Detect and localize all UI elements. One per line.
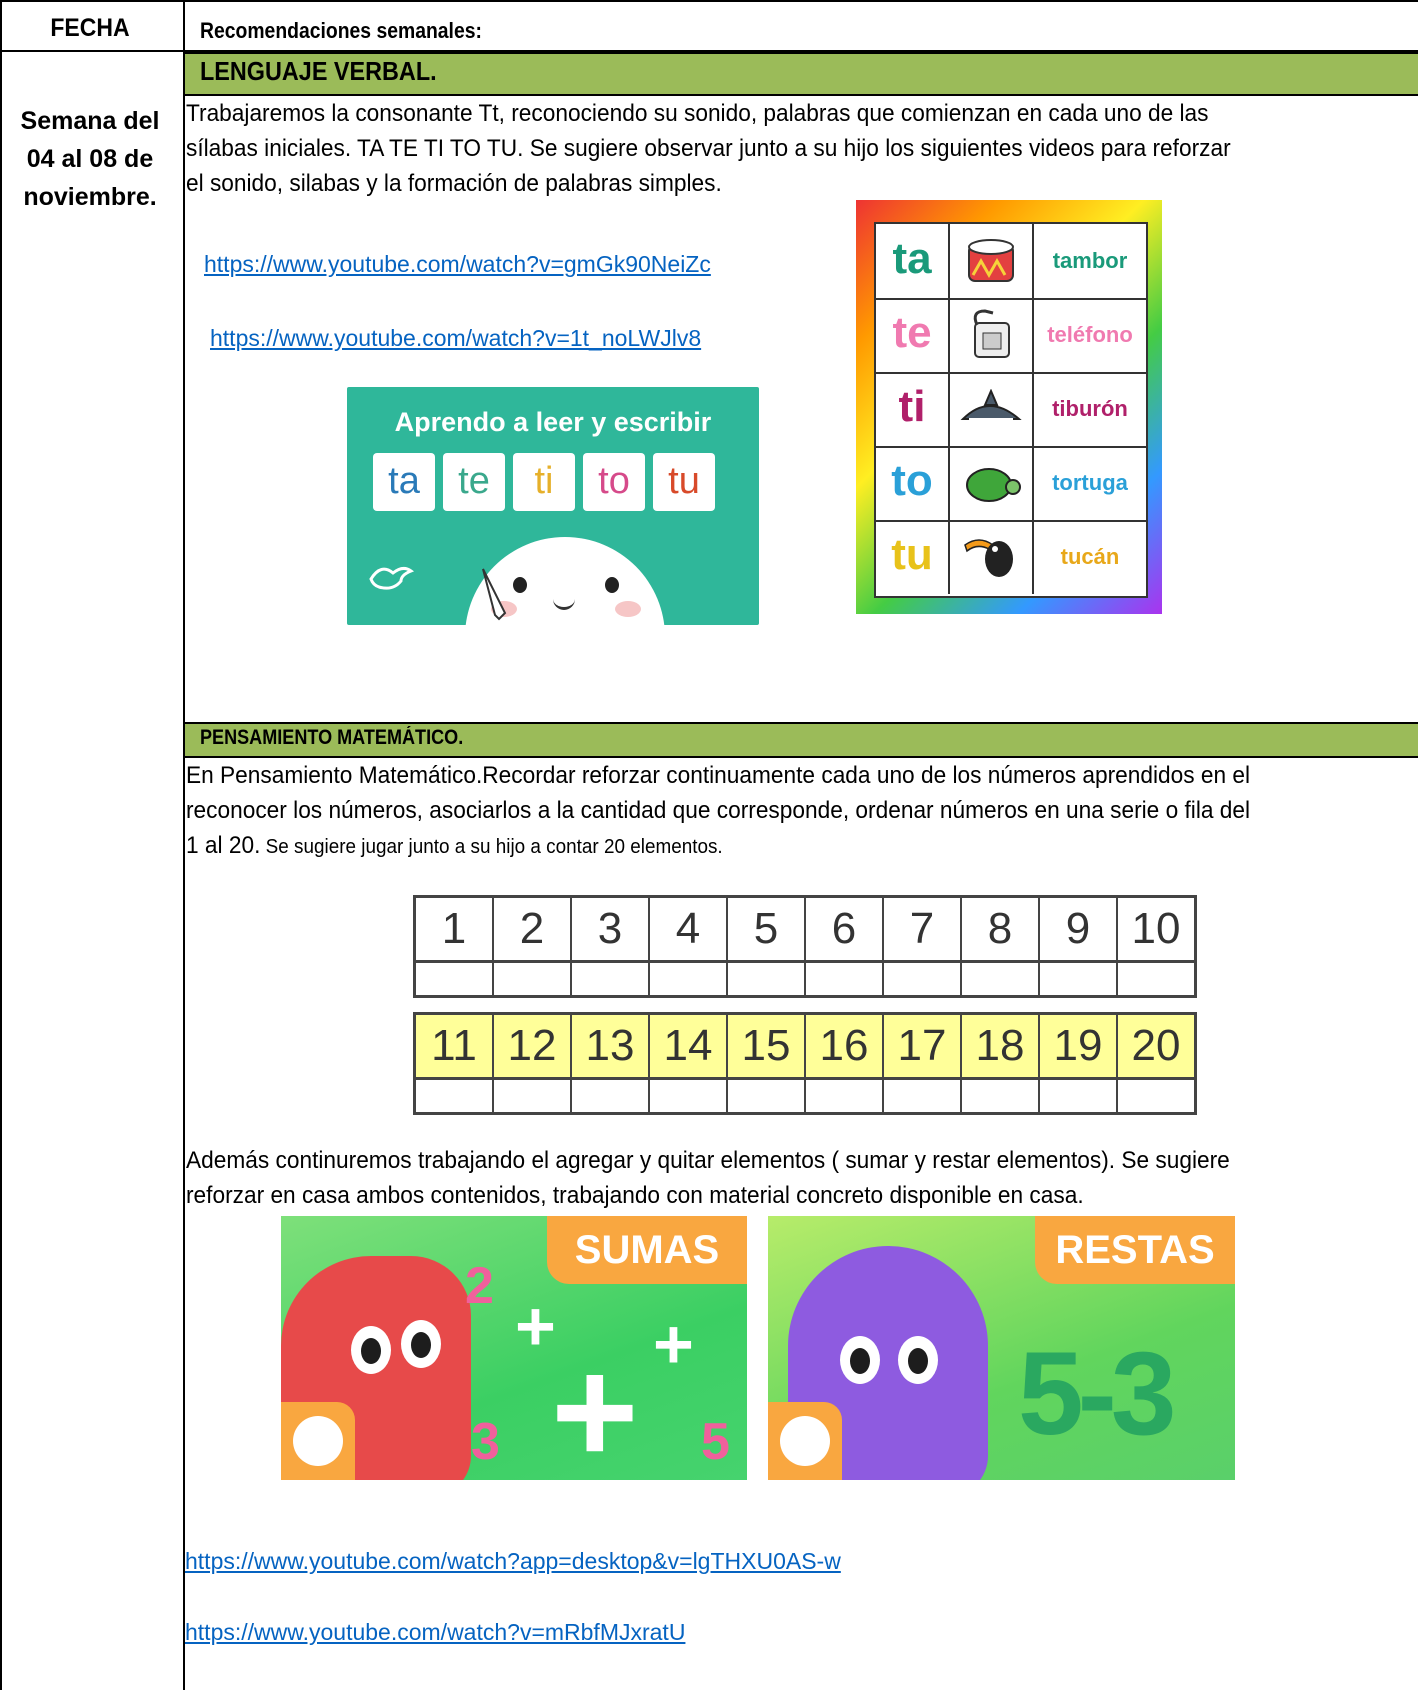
video-link-1[interactable]: https://www.youtube.com/watch?v=gmGk90NeiZc bbox=[204, 251, 711, 277]
week-label bbox=[0, 102, 180, 216]
turtle-icon bbox=[950, 446, 1034, 520]
pencil-icon bbox=[475, 565, 515, 625]
channel-logo bbox=[281, 1402, 355, 1480]
matematico-paragraph bbox=[186, 758, 1346, 865]
number-cell: 15 bbox=[728, 1015, 806, 1077]
chart-row bbox=[876, 372, 1146, 448]
header-recomendaciones: Recomendaciones semanales: bbox=[200, 18, 482, 43]
matematico-para-line-3 bbox=[186, 828, 1346, 865]
syllable-tile: te bbox=[443, 453, 505, 511]
sumas-video-thumbnail bbox=[281, 1216, 747, 1480]
plus-icon: + bbox=[515, 1287, 556, 1365]
sumas-restas-paragraph bbox=[186, 1143, 1346, 1213]
lenguaje-para-line-3: el sonido, silabas y la formación de palabras simples. bbox=[186, 170, 722, 197]
syllable-tiles bbox=[373, 453, 715, 511]
matematico-para2-line-2: reforzar en casa ambos contenidos, trabajando con material concreto disponible en casa. bbox=[186, 1182, 1084, 1209]
table-column-divider bbox=[183, 0, 185, 1690]
number-cell: 12 bbox=[494, 1015, 572, 1077]
lenguaje-para-line-1: Trabajaremos la consonante Tt, reconociendo su sonido, palabras que comienzan en cada uno de las bbox=[186, 100, 1209, 127]
syllable-tile: to bbox=[583, 453, 645, 511]
number-cell: 13 bbox=[572, 1015, 650, 1077]
chart-row bbox=[876, 520, 1146, 594]
week-line-1: Semana del bbox=[20, 107, 160, 135]
sumas-label: SUMAS bbox=[547, 1216, 747, 1284]
video-link-2[interactable]: https://www.youtube.com/watch?v=1t_noLWJlv8 bbox=[210, 325, 702, 351]
chart-word: tiburón bbox=[1052, 396, 1128, 421]
section-title-matematico: PENSAMIENTO MATEMÁTICO. bbox=[200, 726, 464, 749]
phone-icon bbox=[950, 298, 1034, 372]
chart-word: tucán bbox=[1060, 544, 1120, 569]
number-cell: 2 bbox=[494, 898, 572, 960]
number-cell: 5 bbox=[728, 898, 806, 960]
matematico-para-line-2: reconocer los números, asociarlos a la cantidad que corresponde, ordenar números en una serie o fila del bbox=[186, 797, 1251, 824]
plus-icon: + bbox=[551, 1327, 639, 1480]
drum-icon bbox=[950, 224, 1034, 298]
number-cell: 4 bbox=[650, 898, 728, 960]
bird-icon bbox=[367, 559, 417, 595]
lenguaje-paragraph bbox=[186, 96, 1346, 201]
table-left-border bbox=[0, 0, 2, 1690]
number-blank-row bbox=[416, 960, 1194, 995]
number-row bbox=[416, 1015, 1194, 1077]
matematico-para2-line-1: Además continuremos trabajando el agregar y quitar elementos ( sumar y restar elementos). Se sugiere bbox=[186, 1147, 1230, 1174]
pink-number: 2 bbox=[465, 1257, 494, 1315]
number-cell: 7 bbox=[884, 898, 962, 960]
number-cell: 17 bbox=[884, 1015, 962, 1077]
matematico-para-line-1: En Pensamiento Matemático.Recordar reforzar continuamente cada uno de los números aprendidos en el bbox=[186, 762, 1251, 789]
syllable-tile: ti bbox=[513, 453, 575, 511]
chart-word: tambor bbox=[1052, 248, 1128, 273]
number-cell: 11 bbox=[416, 1015, 494, 1077]
matematico-para-line-3-b: Se sugiere jugar junto a su hijo a contar 20 elementos. bbox=[260, 836, 723, 858]
channel-logo bbox=[768, 1402, 842, 1480]
chart-row bbox=[876, 298, 1146, 374]
aprendo-leer-image bbox=[347, 387, 759, 625]
table-top-border bbox=[0, 0, 1418, 2]
syllable-tile: tu bbox=[653, 453, 715, 511]
shark-icon bbox=[950, 372, 1034, 446]
number-cell: 8 bbox=[962, 898, 1040, 960]
restas-video-thumbnail bbox=[768, 1216, 1235, 1480]
number-cell: 16 bbox=[806, 1015, 884, 1077]
syllable-tile: ta bbox=[373, 453, 435, 511]
section-title-lenguaje: LENGUAJE VERBAL. bbox=[200, 56, 437, 86]
number-cell: 6 bbox=[806, 898, 884, 960]
chart-syllable: to bbox=[876, 446, 950, 520]
chart-syllable: te bbox=[876, 298, 950, 372]
video-link-4[interactable]: https://www.youtube.com/watch?v=mRbfMJxratU bbox=[185, 1619, 686, 1645]
aprendo-title: Aprendo a leer y escribir bbox=[394, 407, 712, 437]
syllable-word-chart-image bbox=[856, 200, 1162, 614]
cheek-icon bbox=[615, 601, 641, 617]
smile-icon bbox=[553, 595, 575, 610]
number-cell: 1 bbox=[416, 898, 494, 960]
number-row bbox=[416, 898, 1194, 960]
chart-row bbox=[876, 446, 1146, 522]
restas-label: RESTAS bbox=[1035, 1216, 1235, 1284]
video-link-3[interactable]: https://www.youtube.com/watch?app=desktop&v=lgTHXU0AS-w bbox=[185, 1548, 841, 1574]
week-line-3: noviembre. bbox=[23, 183, 157, 211]
eye-icon bbox=[605, 577, 619, 593]
number-table-11-20 bbox=[413, 1012, 1197, 1115]
syllable-word-chart bbox=[874, 222, 1148, 598]
number-cell: 10 bbox=[1131, 904, 1181, 953]
eye-icon bbox=[513, 577, 527, 593]
header-fecha: FECHA bbox=[50, 14, 130, 42]
number-blank-row bbox=[416, 1077, 1194, 1112]
number-cell: 9 bbox=[1040, 898, 1118, 960]
chart-syllable: ti bbox=[876, 372, 950, 446]
toucan-icon bbox=[950, 520, 1034, 594]
matematico-para-line-3-a: 1 al 20. bbox=[186, 832, 261, 859]
number-cell: 3 bbox=[572, 898, 650, 960]
number-cell: 19 bbox=[1040, 1015, 1118, 1077]
number-cell: 20 bbox=[1118, 1015, 1194, 1077]
number-table-1-10 bbox=[413, 895, 1197, 998]
chart-word: teléfono bbox=[1047, 322, 1133, 347]
number-cell: 18 bbox=[962, 1015, 1040, 1077]
pink-number: 3 bbox=[471, 1413, 500, 1471]
lenguaje-para-line-2: sílabas iniciales. TA TE TI TO TU. Se sugiere observar junto a su hijo los siguientes videos para reforzar bbox=[186, 135, 1231, 162]
chart-word: tortuga bbox=[1052, 470, 1128, 495]
number-cell: 14 bbox=[650, 1015, 728, 1077]
chart-syllable: ta bbox=[876, 224, 950, 298]
restas-expression: 5-3 bbox=[1018, 1328, 1171, 1460]
pink-number: 5 bbox=[701, 1413, 730, 1471]
chart-syllable: tu bbox=[876, 520, 950, 594]
plus-icon: + bbox=[653, 1305, 694, 1383]
week-line-2: 04 al 08 de bbox=[26, 145, 154, 173]
chart-row bbox=[876, 224, 1146, 300]
